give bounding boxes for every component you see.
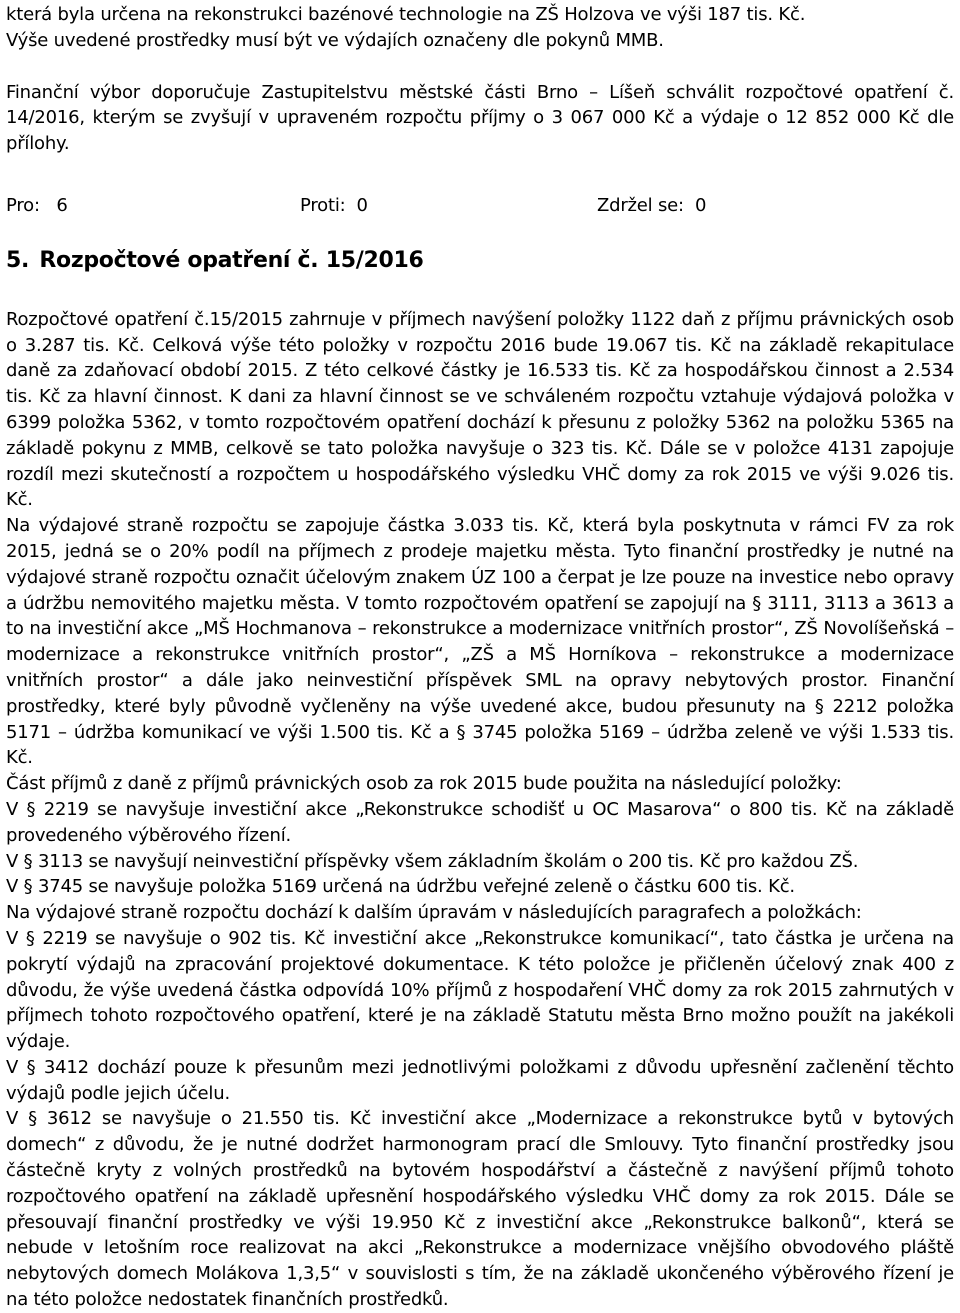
- vote-proti: [300, 193, 597, 219]
- vote-proti-label: Proti:: [300, 194, 346, 216]
- body-paragraph: Rozpočtové opatření č.15/2015 zahrnuje v příjmech navýšení položky 1122 daň z příjmu právnických osob o 3.287 tis. Kč. Celková výše této položky v rozpočtu 2016 bude 19.067 tis. Kč na základě rekapitulace daně za zdaňovací období 2015. Z této celkové částky je 16.533 tis. Kč za hospodářskou činnost a 2.534 tis. Kč za hlavní činnost. K dani za hlavní činnost se ve schváleném rozpočtu vztahuje výdajová položka v 6399 položka 5362, v tomto rozpočtovém opatření dochází k přesunu z položky 5362 na položku 5365 na základě pokynu z MMB, celkově se tato položka navyšuje o 323 tis. Kč. Dále se v položce 4131 zapojuje rozdíl mezi skutečností a rozpočtem u hospodářského výsledku VHČ domy za rok 2015 ve výši 9.026 tis. Kč.: [6, 308, 954, 511]
- section-body: [6, 307, 954, 1313]
- vote-pro: [6, 193, 300, 219]
- body-paragraph: Na výdajové straně rozpočtu dochází k dalším úpravám v následujících paragrafech a položkách:: [6, 902, 862, 924]
- resolution-paragraph: Finanční výbor doporučuje Zastupitelstvu městské části Brno – Líšeň schválit rozpočtové opatření č. 14/2016, kterým se zvyšují v upraveném rozpočtu příjmy o 3 067 000 Kč a výdaje o 12 852 000 Kč dle přílohy.: [6, 81, 954, 155]
- vote-zdrzel-label: Zdržel se:: [597, 194, 684, 216]
- body-paragraph: V § 3113 se navyšují neinvestiční příspěvky všem základním školám o 200 tis. Kč pro každou ZŠ.: [6, 850, 859, 872]
- vote-pro-label: Pro:: [6, 194, 40, 216]
- vote-proti-value: 0: [356, 194, 368, 216]
- body-paragraph: V § 2219 se navyšuje o 902 tis. Kč investiční akce „Rekonstrukce komunikací“, tato částka je určena na pokrytí výdajů na zpracování projektové dokumentace. K této položce je přičleněn účelový znak 400 z důvodu, že výše uvedená částka odpovídá 10% příjmů z hospodaření VHČ domy za rok 2015 zahrnutých v příjmech tohoto rozpočtového opatření, které je na základě Statutu města Brno možno použít na jakékoli výdaje.: [6, 927, 954, 1053]
- body-paragraph: V § 2219 se navyšuje investiční akce „Rekonstrukce schodišť u OC Masarova“ o 800 tis. Kč na základě provedeného výběrového řízení.: [6, 798, 954, 846]
- section-title: Rozpočtové opatření č. 15/2016: [39, 247, 424, 273]
- section-number: 5.: [6, 247, 30, 273]
- body-paragraph: Na výdajové straně rozpočtu se zapojuje částka 3.033 tis. Kč, která byla poskytnuta v rámci FV za rok 2015, jedná se o 20% podíl na příjmech z prodeje majetku města. Tyto finanční prostředky je nutné na výdajové straně rozpočtu označit účelovým znakem ÚZ 100 a čerpat je lze pouze na investice nebo opravy a údržbu nemovitého majetku města. V tomto rozpočtovém opatření se zapojují na § 3111, 3113 a 3613 a to na investiční akce „MŠ Hochmanova – rekonstrukce a modernizace vnitřních prostor“, ZŠ Novolíšeňská – modernizace a rekonstrukce vnitřních prostor“, „ZŠ a MŠ Horníkova – rekonstrukce a modernizace vnitřních prostor“ a dále jako neinvestiční příspěvek SML na opravy nebytových prostor. Finanční prostředky, které byly původně vyčleněny na výše uvedené akce, budou přesunuty na § 2212 položka 5171 – údržba komunikací ve výši 1.500 tis. Kč a § 3745 položka 5169 – údržba zeleně ve výši 1.533 tis. Kč.: [6, 515, 954, 769]
- intro-line: která byla určena na rekonstrukci bazénové technologie na ZŠ Holzova ve výši 187 tis. Kč.: [6, 4, 806, 25]
- body-paragraph: Část příjmů z daně z příjmů právnických osob za rok 2015 bude použita na následující položky:: [6, 773, 842, 795]
- intro-block: [6, 2, 954, 54]
- document-page: [6, 2, 954, 1313]
- vote-pro-value: 6: [56, 194, 68, 216]
- intro-line: Výše uvedené prostředky musí být ve výdajích označeny dle pokynů MMB.: [6, 29, 664, 51]
- body-paragraph: V § 3612 se navyšuje o 21.550 tis. Kč investiční akce „Modernizace a rekonstrukce bytů v bytových domech“ z důvodu, že je nutné dodržet harmonogram prací dle Smlouvy. Tyto finanční prostředky jsou částečně kryty z volných prostředků na bytovém hospodářství a částečně z navýšení příjmů tohoto rozpočtového opatření na základě upřesnění hospodářského výsledku VHČ domy za rok 2015. Dále se přesouvají finanční prostředky ve výši 19.950 Kč z investiční akce „Rekonstrukce balkonů“, která se nebude v letošním roce realizovat na akci „Rekonstrukce a modernizace vnějšího obvodového pláště nebytových domech Molákova 1,3,5“ v souvislosti s tím, že na základě ukončeného výběrového řízení je na této položce nedostatek finančních prostředků.: [6, 1108, 954, 1311]
- vote-zdrzel-value: 0: [694, 194, 707, 216]
- vote-zdrzel: [597, 193, 706, 219]
- vote-result: [6, 193, 954, 219]
- section-heading: [6, 247, 954, 275]
- body-paragraph: V § 3412 dochází pouze k přesunům mezi jednotlivými položkami z důvodu upřesnění začlenění těchto výdajů podle jejich účelu.: [6, 1056, 954, 1104]
- body-paragraph: V § 3745 se navyšuje položka 5169 určená na údržbu veřejné zeleně o částku 600 tis. Kč.: [6, 876, 795, 898]
